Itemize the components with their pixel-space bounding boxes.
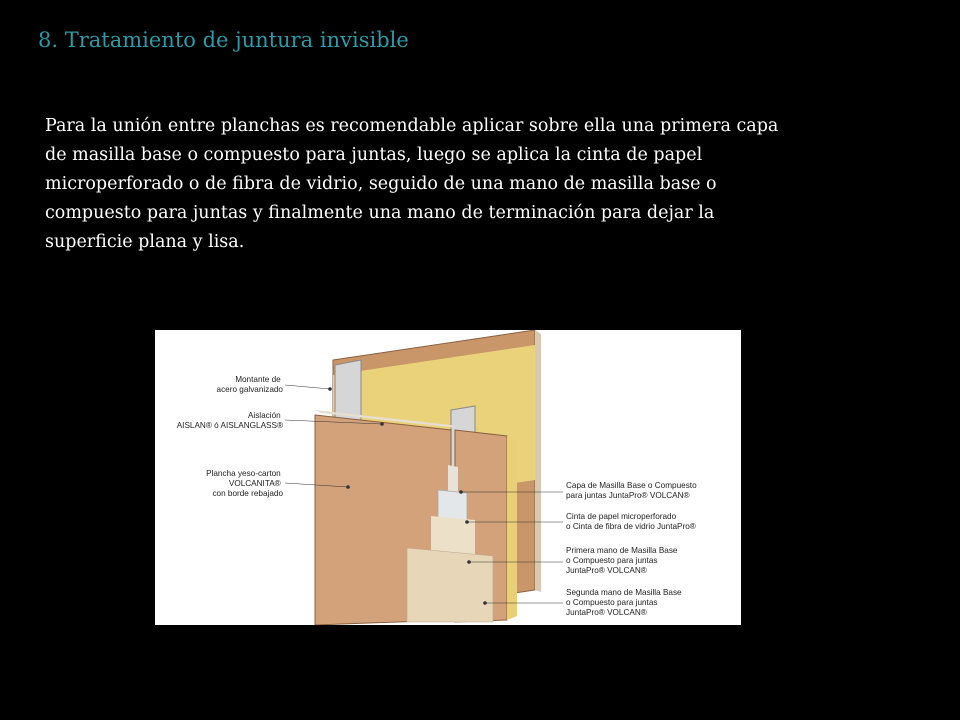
diagram-svg	[155, 330, 741, 625]
label-stud: Montante de acero galvanizado	[216, 375, 283, 394]
joint-compound-finish-coat	[407, 548, 493, 622]
label-tape: Cinta de papel microperforado o Cinta de fibra de vidrio JuntaPro®	[566, 512, 696, 531]
body-paragraph: Para la unión entre planchas es recomendable aplicar sobre ella una primera capa de masilla base o compuesto para juntas, luego se aplica la cinta de papel microperforado o de fibra de vidrio, seguido de una mano de masilla base o compuesto para juntas y finalmente una mano de terminación para dejar la superficie plana y lisa.	[45, 116, 779, 252]
label-plasterboard: Plancha yeso-carton VOLCANITA® con borde rebajado	[206, 469, 283, 498]
label-second-coat: Segunda mano de Masilla Base o Compuesto para juntas JuntaPro® VOLCAN®	[566, 588, 682, 617]
label-first-coat: Primera mano de Masilla Base o Compuesto para juntas JuntaPro® VOLCAN®	[566, 546, 678, 575]
label-insulation: Aislación AISLAN® ó AISLANGLASS®	[176, 411, 283, 430]
label-compound-base-layer: Capa de Masilla Base o Compuesto para juntas JuntaPro® VOLCAN®	[566, 481, 697, 500]
drywall-joint-diagram	[155, 330, 741, 625]
slide-title: 8. Tratamiento de juntura invisible	[38, 28, 409, 52]
